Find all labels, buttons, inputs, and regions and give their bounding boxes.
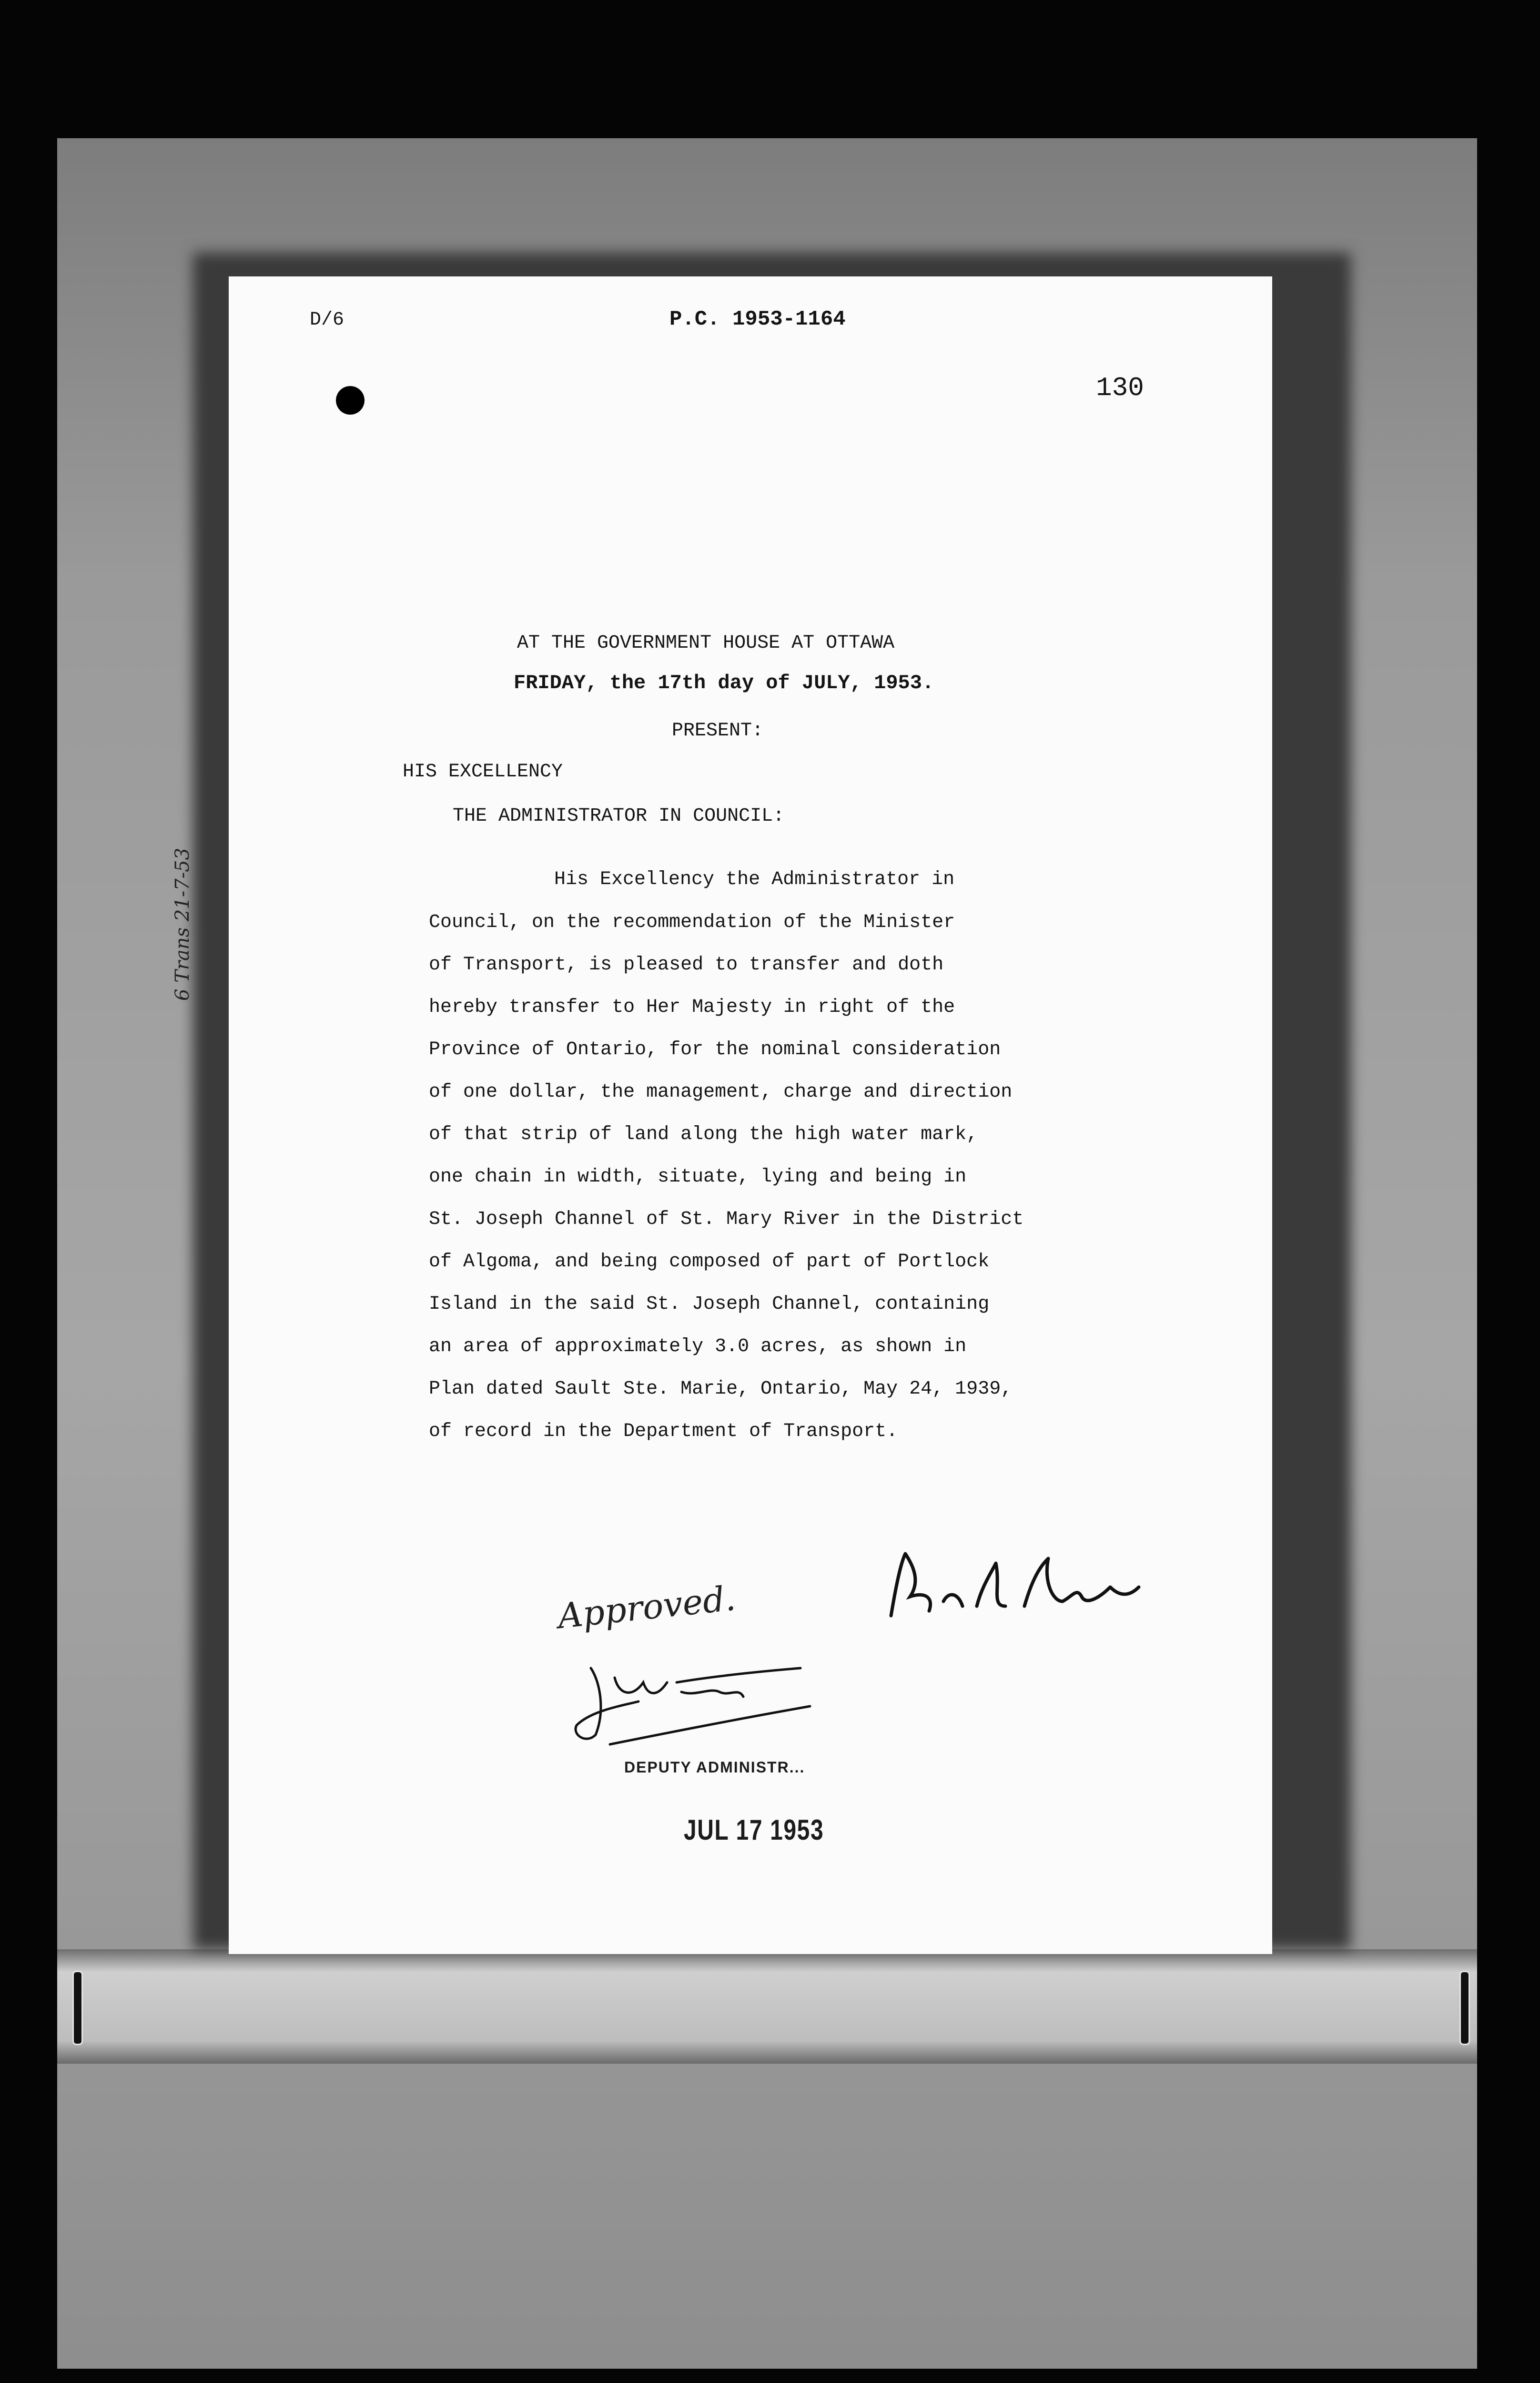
present-label: PRESENT: bbox=[672, 720, 764, 742]
heading-location: AT THE GOVERNMENT HOUSE AT OTTAWA bbox=[517, 632, 895, 654]
margin-note-text: 6 Trans 21-7-53 bbox=[172, 847, 193, 1001]
approved-note: Approved. bbox=[556, 1578, 738, 1637]
page-number: 130 bbox=[1096, 373, 1144, 403]
body-line: of one dollar, the management, charge and direction bbox=[429, 1081, 1013, 1103]
body-line: an area of approximately 3.0 acres, as shown in bbox=[429, 1336, 967, 1357]
body-line: Council, on the recommendation of the Minister bbox=[429, 912, 955, 933]
body-line: Province of Ontario, for the nominal consideration bbox=[429, 1039, 1001, 1060]
deputy-signature bbox=[562, 1654, 829, 1749]
margin-note bbox=[172, 848, 193, 1001]
body-line: of Transport, is pleased to transfer and doth bbox=[429, 954, 944, 976]
body-line: His Excellency the Administrator in bbox=[554, 869, 955, 890]
punch-hole bbox=[336, 386, 365, 415]
order-number: P.C. 1953-1164 bbox=[669, 307, 846, 331]
right-clip-slot bbox=[1459, 1971, 1470, 2045]
body-line: hereby transfer to Her Majesty in right of the bbox=[429, 997, 955, 1018]
heading-date: FRIDAY, the 17th day of JULY, 1953. bbox=[514, 672, 934, 694]
body-line: St. Joseph Channel of St. Mary River in the District bbox=[429, 1209, 1024, 1230]
file-code: D/6 bbox=[310, 309, 344, 331]
minister-signature bbox=[881, 1544, 1148, 1625]
body-line: Plan dated Sault Ste. Marie, Ontario, May 24, 1939, bbox=[429, 1378, 1013, 1400]
body-line: one chain in width, situate, lying and being in bbox=[429, 1166, 967, 1188]
his-excellency-label: HIS EXCELLENCY bbox=[403, 761, 563, 783]
left-clip-slot bbox=[72, 1971, 83, 2045]
date-stamp: JUL 17 1953 bbox=[684, 1814, 824, 1846]
administrator-label: THE ADMINISTRATOR IN COUNCIL: bbox=[453, 805, 785, 827]
body-line: of that strip of land along the high water mark, bbox=[429, 1124, 978, 1145]
binder-clip-bar bbox=[57, 1949, 1477, 2064]
deputy-administrator-stamp: DEPUTY ADMINISTR... bbox=[624, 1759, 805, 1776]
body-line: Island in the said St. Joseph Channel, containing bbox=[429, 1293, 990, 1315]
body-line: of Algoma, and being composed of part of Portlock bbox=[429, 1251, 990, 1273]
body-line: of record in the Department of Transport. bbox=[429, 1421, 898, 1442]
